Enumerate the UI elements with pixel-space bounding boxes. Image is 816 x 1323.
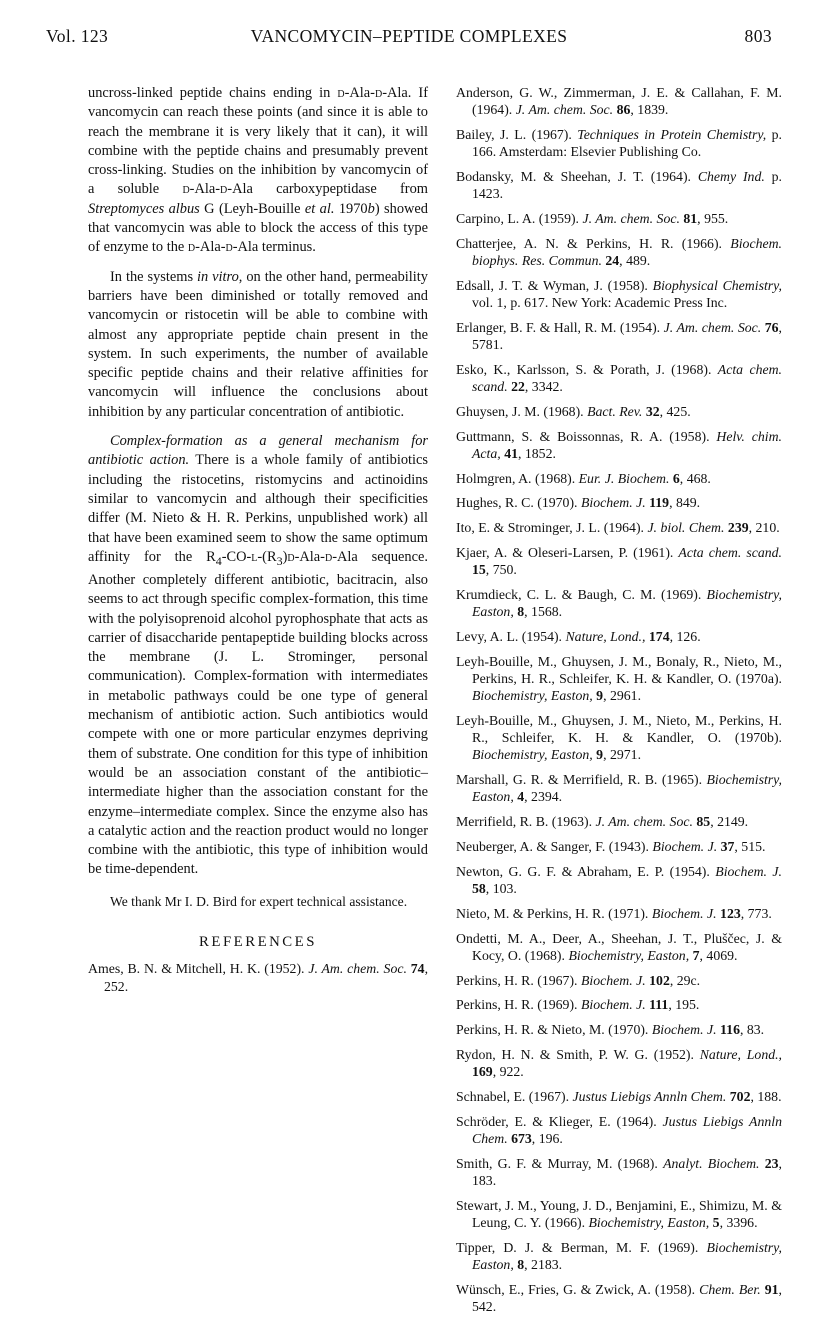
reference-entry	[456, 210, 782, 227]
reference-volume: 81	[683, 211, 698, 226]
reference-volume: 37	[720, 838, 735, 854]
reference-journal: Acta chem. scand.	[678, 544, 782, 560]
reference-entry	[456, 813, 782, 830]
reference-journal: Biochemistry, Easton,	[472, 688, 593, 704]
reference-entry	[456, 319, 782, 353]
reference-volume: 76	[764, 319, 779, 335]
reference-authors: Ghuysen, J. M. (1968).	[456, 403, 588, 419]
reference-pages: , 2149.	[710, 814, 749, 830]
reference-authors: Ito, E. & Strominger, J. L. (1964).	[456, 520, 648, 536]
reference-pages: , 922.	[492, 1064, 524, 1080]
reference-entry	[456, 1021, 782, 1038]
references-list-right	[456, 84, 782, 1315]
reference-volume: 111	[649, 997, 669, 1013]
reference-authors: Carpino, L. A. (1959).	[456, 211, 583, 226]
reference-authors: Perkins, H. R. (1969).	[456, 997, 581, 1013]
reference-journal: Eur. J. Biochem.	[578, 470, 670, 486]
reference-journal: Biochem. J.	[651, 1022, 717, 1038]
reference-authors: Newton, G. G. F. & Abraham, E. P. (1954).	[456, 863, 716, 879]
reference-pages: , 4069.	[699, 947, 738, 963]
reference-volume: 32	[645, 403, 660, 419]
reference-pages: , 955.	[697, 211, 729, 226]
reference-pages: , 2394.	[524, 789, 563, 805]
reference-authors: Holmgren, A. (1968).	[456, 470, 579, 486]
reference-volume: 123	[720, 905, 741, 921]
reference-authors: Smith, G. F. & Murray, M. (1968).	[456, 1155, 664, 1171]
reference-authors: Anderson, G. W., Zimmerman, J. E. & Callahan, F. M. (1964).	[456, 85, 782, 118]
reference-entry	[456, 1155, 782, 1189]
reference-entry	[456, 930, 782, 964]
reference-pages: , 3342.	[524, 379, 563, 394]
reference-entry	[456, 544, 782, 578]
reference-volume: 9	[596, 747, 604, 763]
reference-journal: Techniques in Protein Chemistry,	[577, 127, 767, 142]
reference-entry	[456, 1113, 782, 1147]
reference-authors: Erlanger, B. F. & Hall, R. M. (1954).	[456, 319, 664, 335]
reference-pages: , 195.	[668, 997, 700, 1013]
reference-journal: Biophysical Chemistry,	[652, 277, 782, 293]
reference-volume: 74	[410, 961, 425, 977]
reference-entry	[456, 586, 782, 620]
reference-volume: 239	[727, 520, 749, 536]
reference-journal: J. Am. chem. Soc.	[515, 102, 614, 118]
reference-journal: J. Am. chem. Soc.	[663, 319, 762, 335]
reference-entry	[456, 126, 782, 160]
reference-pages: , 2971.	[603, 747, 642, 763]
left-column	[88, 84, 428, 1002]
reference-authors: Ames, B. N. & Mitchell, H. K. (1952).	[88, 961, 309, 977]
reference-authors: Bodansky, M. & Sheehan, J. T. (1964).	[456, 169, 698, 184]
reference-pages: , 489.	[619, 253, 651, 268]
reference-entry	[456, 972, 782, 989]
reference-journal: Biochemistry, Easton,	[472, 747, 593, 763]
reference-journal: J. Am. chem. Soc.	[308, 961, 407, 977]
reference-journal: Justus Liebigs Annln Chem.	[572, 1088, 727, 1104]
references-list-left	[88, 960, 428, 994]
reference-pages: , 515.	[734, 838, 766, 854]
reference-pages: , 2183.	[524, 1256, 563, 1272]
reference-journal: J. Am. chem. Soc.	[595, 814, 693, 830]
reference-entry	[456, 996, 782, 1013]
reference-volume: 58	[472, 880, 486, 896]
reference-volume: 23	[764, 1155, 779, 1171]
reference-journal: Biochemistry, Easton,	[472, 586, 782, 620]
reference-pages: , 126.	[669, 628, 701, 644]
reference-pages: , 2961.	[603, 688, 642, 704]
reference-authors: Wünsch, E., Fries, G. & Zwick, A. (1958).	[456, 1281, 700, 1297]
page-number: 803	[744, 26, 772, 46]
reference-pages: , 849.	[669, 495, 701, 511]
reference-authors: Rydon, H. N. & Smith, P. W. G. (1952).	[456, 1046, 700, 1062]
reference-authors: Stewart, J. M., Young, J. D., Benjamini, E., Shimizu, M. & Leung, C. Y. (1966).	[456, 1197, 782, 1230]
reference-authors: Perkins, H. R. & Nieto, M. (1970).	[456, 1022, 652, 1038]
reference-authors: Tipper, D. J. & Berman, M. F. (1969).	[456, 1239, 707, 1255]
reference-entry	[88, 960, 428, 994]
reference-entry	[456, 519, 782, 536]
reference-entry	[456, 84, 782, 118]
reference-pages: , 773.	[740, 905, 772, 921]
reference-journal: Biochem. J.	[580, 997, 646, 1013]
reference-entry	[456, 1281, 782, 1315]
reference-volume: 41	[504, 445, 518, 461]
reference-pages: , 252.	[104, 961, 429, 994]
reference-entry	[456, 653, 782, 705]
reference-volume: 24	[605, 253, 620, 268]
reference-pages: , 29c.	[669, 972, 701, 988]
reference-volume: 5	[712, 1214, 720, 1230]
reference-volume: 15	[472, 562, 486, 578]
reference-volume: 4	[517, 789, 525, 805]
reference-journal: Nature, Lond.,	[565, 628, 646, 644]
reference-pages: , 468.	[679, 470, 711, 486]
reference-pages: vol. 1, p. 617. New York: Academic Press Inc.	[472, 295, 728, 310]
body-paragraph: Complex-formation as a general mechanism for antibiotic action. There is a whole family of antibiotics including the ristocetins, ristomycins and actinoidins similar to vancomycin and although their specificities differ (M. Nieto & H. R. Perkins, unpublished work) all that have been examined seem to show the same optimum affinity for the $R_4-CO-l-(R_3)d-Ala-d$-Ala sequence. Another completely different antibiotic, bacitracin, also seems to act through specific complex-formation, this time with the polyisoprenoid alcohol pyrophosphate that acts as carrier of disaccharide pentapeptide building blocks across the membrane (J. L. Strominger, personal communication). Complex-formation with intermediates in metabolic pathways could be one type of general mechanism of antibiotic action. Such antibiotics would compete with one or more particular enzymes depriving them of substrate. One condition for this type of inhibition would be an association constant of the antibiotic–intermediate higher than the association constant for the enzyme–intermediate complex. Since the enzyme also has a catalytic action and the reaction product would no longer combine with the antibiotic, this type of inhibition would be time-dependent.	[88, 433, 429, 878]
reference-entry	[456, 712, 782, 764]
reference-journal: Biochem. J.	[580, 495, 646, 511]
reference-entry	[456, 1197, 782, 1231]
reference-entry	[456, 838, 782, 855]
reference-authors: Leyh-Bouille, M., Ghuysen, J. M., Nieto, M., Perkins, H. R., Schleifer, K. H. & Kandler, O. (1970b).	[456, 712, 782, 746]
reference-journal: Biochemistry, Easton,	[472, 772, 782, 805]
reference-authors: Schröder, E. & Klieger, E. (1964).	[456, 1113, 663, 1129]
reference-pages: , 3396.	[719, 1214, 758, 1230]
reference-pages: , 183.	[472, 1155, 782, 1188]
reference-pages: , 425.	[659, 403, 691, 419]
reference-authors: Edsall, J. T. & Wyman, J. (1958).	[456, 277, 653, 293]
reference-volume: 102	[649, 972, 670, 988]
reference-entry	[456, 277, 782, 311]
references-heading: REFERENCES	[199, 934, 317, 951]
reference-entry	[456, 628, 782, 645]
reference-entry	[456, 771, 782, 805]
reference-pages: , 750.	[485, 562, 517, 578]
reference-journal: Bact. Rev.	[587, 403, 643, 419]
reference-journal: Acta chem. scand.	[472, 361, 782, 394]
running-header	[46, 26, 772, 52]
reference-authors: Krumdieck, C. L. & Baugh, C. M. (1969).	[456, 586, 707, 602]
reference-entry	[456, 905, 782, 922]
reference-journal: Chemy Ind.	[697, 169, 765, 184]
reference-volume: 673	[511, 1130, 532, 1146]
reference-pages: , 83.	[739, 1022, 765, 1038]
right-column	[456, 84, 782, 1323]
reference-volume: 8	[517, 1256, 525, 1272]
reference-journal: J. Am. chem. Soc.	[582, 211, 680, 226]
reference-volume: 174	[648, 628, 670, 644]
acknowledgement: We thank Mr I. D. Bird for expert technical assistance.	[110, 893, 408, 909]
reference-volume: 702	[729, 1088, 751, 1104]
reference-volume: 85	[696, 814, 711, 830]
reference-authors: Neuberger, A. & Sanger, F. (1943).	[456, 838, 653, 854]
reference-volume: 7	[692, 947, 700, 963]
reference-entry	[456, 1046, 782, 1080]
reference-journal: Chem. Ber.	[699, 1281, 761, 1297]
reference-volume: 116	[720, 1022, 740, 1038]
reference-entry	[456, 863, 782, 897]
running-title: VANCOMYCIN–PEPTIDE COMPLEXES	[250, 26, 568, 46]
reference-volume: 119	[649, 495, 670, 511]
volume-label: Vol. 123	[46, 26, 109, 46]
reference-journal: Biochem. J.	[651, 905, 717, 921]
reference-volume: 91	[764, 1281, 779, 1297]
reference-journal: Justus Liebigs Annln Chem.	[472, 1113, 782, 1146]
reference-journal: Biochemistry, Easton,	[568, 947, 690, 963]
reference-journal: Helv. chim. Acta,	[472, 428, 782, 461]
reference-entry	[456, 235, 782, 269]
reference-pages: p. 166. Amsterdam: Elsevier Publishing Co.	[472, 127, 782, 160]
reference-entry	[456, 361, 782, 395]
reference-journal: Nature, Lond.,	[699, 1046, 783, 1062]
reference-pages: , 542.	[472, 1281, 782, 1314]
reference-pages: , 5781.	[472, 319, 782, 352]
reference-journal: Biochem. biophys. Res. Commun.	[472, 235, 782, 268]
reference-entry	[456, 168, 782, 202]
reference-authors: Esko, K., Karlsson, S. & Porath, J. (1968).	[456, 361, 718, 377]
reference-journal: Biochemistry, Easton,	[588, 1214, 710, 1230]
reference-journal: Biochemistry, Easton,	[472, 1239, 782, 1272]
reference-authors: Levy, A. L. (1954).	[456, 628, 566, 644]
reference-entry	[456, 403, 782, 420]
reference-authors: Leyh-Bouille, M., Ghuysen, J. M., Bonaly, R., Nieto, M., Perkins, H. R., Schleifer, K. H. & Kandler, O. (1970a).	[456, 653, 782, 686]
reference-authors: Merrifield, R. B. (1963).	[456, 814, 596, 830]
reference-volume: 8	[517, 604, 525, 620]
reference-pages: , 103.	[485, 880, 517, 896]
reference-journal: J. biol. Chem.	[647, 520, 725, 536]
reference-authors: Marshall, G. R. & Merrifield, R. B. (1965).	[456, 772, 707, 788]
reference-pages: , 210.	[748, 520, 780, 536]
reference-journal: Biochem. J.	[715, 863, 782, 879]
reference-journal: Biochem. J.	[580, 972, 646, 988]
reference-journal: Analyt. Biochem.	[663, 1155, 760, 1171]
reference-entry	[456, 428, 782, 462]
reference-authors: Guttmann, S. & Boissonnas, R. A. (1958).	[456, 428, 717, 444]
reference-authors: Chatterjee, A. N. & Perkins, H. R. (1966).	[456, 235, 731, 251]
reference-entry	[456, 470, 782, 487]
reference-authors: Bailey, J. L. (1967).	[456, 127, 578, 142]
reference-volume: 169	[472, 1064, 493, 1080]
reference-entry	[456, 1088, 782, 1105]
reference-authors: Kjaer, A. & Oleseri-Larsen, P. (1961).	[456, 544, 679, 560]
reference-volume: 22	[511, 379, 525, 394]
reference-authors: Ondetti, M. A., Deer, A., Sheehan, J. T., Pluščec, J. & Kocy, O. (1968).	[456, 930, 782, 963]
reference-authors: Hughes, R. C. (1970).	[456, 495, 581, 511]
body-paragraph: uncross-linked peptide chains ending in d-Ala-d-Ala. If vancomycin can reach these points (and since it is able to reach the membrane it is very likely that it can), it will combine with the peptide chains and presumably prevent cross-linking. Studies on the inhibition by vancomycin of a soluble d-Ala-d-Ala carboxypeptidase from Streptomyces albus G (Leyh-Bouille et al. 1970b) showed that vancomycin was able to block the access of this type of enzyme to the d-Ala-d-Ala terminus.	[88, 85, 428, 256]
reference-entry	[456, 1239, 782, 1273]
reference-authors: Schnabel, E. (1967).	[456, 1088, 573, 1104]
reference-authors: Nieto, M. & Perkins, H. R. (1971).	[456, 905, 652, 921]
reference-pages: , 1852.	[517, 445, 556, 461]
reference-journal: Biochem. J.	[652, 838, 718, 854]
reference-volume: 9	[596, 688, 604, 704]
reference-pages: , 1839.	[630, 102, 669, 118]
reference-authors: Perkins, H. R. (1967).	[456, 972, 581, 988]
reference-entry	[456, 494, 782, 511]
body-paragraph: In the systems in vitro, on the other hand, permeability barriers have been diminished or totally removed and vancomycin or ristocetin will be able to combine with almost any appropriate peptide chain present in the system. In such experiments, the number of available specific peptide chains and their relative affinities for vancomycin will influence the conclusions about inhibition by any particular concentration of antibiotic.	[88, 268, 428, 420]
reference-pages: , 196.	[531, 1130, 563, 1146]
reference-volume: 86	[616, 102, 631, 118]
reference-volume: 6	[672, 470, 680, 486]
reference-pages: , 1568.	[524, 604, 563, 620]
reference-pages: p. 1423.	[472, 169, 782, 202]
reference-pages: , 188.	[750, 1088, 782, 1104]
